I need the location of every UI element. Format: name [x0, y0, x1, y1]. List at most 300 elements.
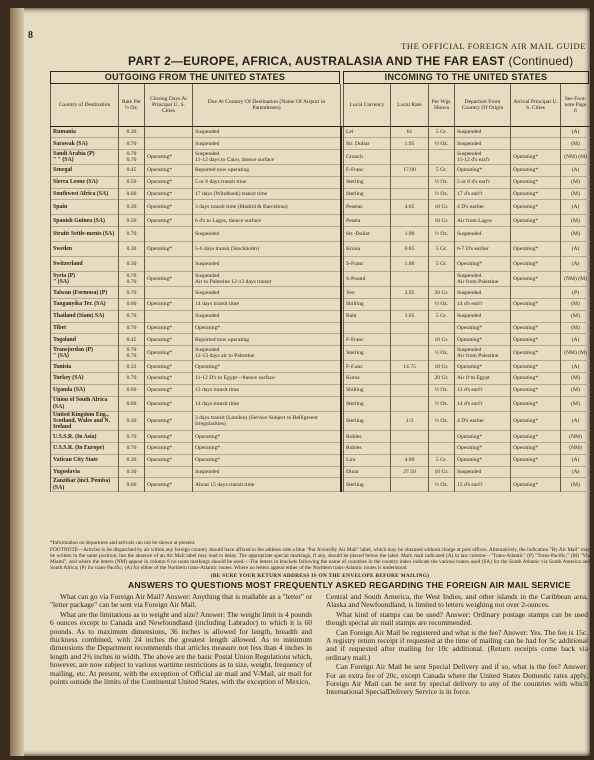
- cell-arrival: Operating*: [511, 257, 561, 272]
- table-row: [51, 227, 591, 242]
- cell-rate: 0.60: [119, 188, 145, 200]
- cell-due: Reported now operating: [193, 165, 341, 177]
- cell-rate: 0.70: [119, 431, 145, 443]
- cell-arrival: [511, 466, 561, 478]
- cell-local-rate: [391, 272, 429, 287]
- col-closing: Closing Days At Principal U. S. Cities: [145, 84, 193, 126]
- cell-local-rate: [391, 431, 429, 443]
- cell-weight: [429, 150, 455, 165]
- table-row: [51, 126, 591, 138]
- cell-rate: 0.70: [119, 373, 145, 385]
- cell-closing: Operating*: [145, 322, 193, 334]
- cell-closing: [145, 466, 193, 478]
- cell-arrival: Operating*: [511, 443, 561, 455]
- cell-currency: Str. Dollar: [344, 138, 391, 150]
- cell-closing: Operating*: [145, 176, 193, 188]
- cell-local-rate: [391, 443, 429, 455]
- cell-weight: 20 Gr.: [429, 373, 455, 385]
- cell-country: Sierra Leone (SA): [51, 176, 119, 188]
- cell-footnote: (NM) (M): [561, 346, 591, 361]
- cell-departure: Suspended 11-12 d's earl'r: [455, 150, 511, 165]
- table-row: [51, 138, 591, 150]
- cell-due: 14 days transit time: [193, 396, 341, 411]
- cell-country: Tanganyika Ter. (SA): [51, 299, 119, 311]
- cell-departure: 5 or 6 d's earl'r: [455, 176, 511, 188]
- cell-weight: 5 Gr.: [429, 165, 455, 177]
- cell-local-rate: 1.65: [391, 310, 429, 322]
- cell-due: Operating*: [193, 443, 341, 455]
- cell-country: Spanish Guinea (SA): [51, 215, 119, 227]
- cell-footnote: (A): [561, 165, 591, 177]
- cell-departure: Operating*: [455, 322, 511, 334]
- cell-closing: Operating*: [145, 188, 193, 200]
- cell-footnote: (A): [561, 242, 591, 257]
- cell-currency: S-Franc: [344, 257, 391, 272]
- cell-rate: 0.30: [119, 411, 145, 431]
- cell-currency: Shilling: [344, 384, 391, 396]
- cell-footnote: (A): [561, 411, 591, 431]
- title-continued: (Continued): [508, 54, 574, 68]
- running-head: THE OFFICIAL FOREIGN AIR MAIL GUIDE: [401, 41, 586, 51]
- table-row: [51, 396, 591, 411]
- cell-country: Straits Settle-ments (SA): [51, 227, 119, 242]
- cell-rate: 0.60: [119, 384, 145, 396]
- table-row: [51, 334, 591, 346]
- cell-due: 13 days transit time: [193, 384, 341, 396]
- cell-footnote: (M): [561, 322, 591, 334]
- cell-local-rate: 0.85: [391, 242, 429, 257]
- cell-due: 14 days transit time: [193, 299, 341, 311]
- cell-arrival: [511, 138, 561, 150]
- cell-due: Reported now operating: [193, 334, 341, 346]
- cell-closing: [145, 310, 193, 322]
- cell-currency: Yen: [344, 287, 391, 299]
- cell-rate: 0.70 0.70: [119, 150, 145, 165]
- cell-rate: 0.70 0.70: [119, 272, 145, 287]
- cell-departure: Suspended: [455, 287, 511, 299]
- cell-rate: 0.70: [119, 227, 145, 242]
- table-row: [51, 322, 591, 334]
- col-rate: Rate Per ½ Oz.: [119, 84, 145, 126]
- cell-departure: 6-7 D's earlier: [455, 242, 511, 257]
- cell-weight: [429, 322, 455, 334]
- cell-footnote: (M): [561, 138, 591, 150]
- table-row: [51, 384, 591, 396]
- cell-local-rate: 1/3: [391, 411, 429, 431]
- cell-closing: [145, 257, 193, 272]
- answers-right-column: [326, 593, 588, 698]
- cell-rate: 0.50: [119, 215, 145, 227]
- col-local-rate: Local Rate: [391, 84, 429, 126]
- cell-currency: Kurus: [344, 373, 391, 385]
- cell-arrival: Operating*: [511, 200, 561, 215]
- cell-country: Yugoslavia: [51, 466, 119, 478]
- cell-closing: Operating*: [145, 361, 193, 373]
- cell-weight: 10 Gr.: [429, 200, 455, 215]
- cell-due: Operating*: [193, 322, 341, 334]
- cell-local-rate: 4.00: [391, 454, 429, 466]
- cell-closing: Operating*: [145, 334, 193, 346]
- cell-closing: [145, 126, 193, 138]
- cell-departure: 4 D's earlier: [455, 411, 511, 431]
- cell-currency: [344, 322, 391, 334]
- cell-closing: [145, 287, 193, 299]
- cell-country: Taiwan (Formosa) (P): [51, 287, 119, 299]
- cell-footnote: (A): [561, 334, 591, 346]
- cell-country: Syria (P) " (SA): [51, 272, 119, 287]
- cell-due: Suspended: [193, 138, 341, 150]
- cell-departure: 14 d's earl'r: [455, 299, 511, 311]
- cell-due: 3 days transit time (Madrid & Barcelona): [193, 200, 341, 215]
- cell-rate: 0.70 0.70: [119, 346, 145, 361]
- incoming-header: INCOMING TO THE UNITED STATES: [343, 71, 589, 84]
- cell-country: Spain: [51, 200, 119, 215]
- page: [10, 8, 590, 756]
- cell-arrival: Operating*: [511, 431, 561, 443]
- answer-paragraph: Central and South America, the West Indies, and other islands in the Caribbean area, Alaska and Newfoundland, is limited to letters weighing not over 2-ounces.: [326, 592, 588, 610]
- cell-footnote: (A): [561, 257, 591, 272]
- cell-departure: Operating*: [455, 257, 511, 272]
- table-row: [51, 361, 591, 373]
- cell-arrival: Operating*: [511, 299, 561, 311]
- rates-table: [50, 84, 590, 492]
- cell-local-rate: 2.95: [391, 287, 429, 299]
- cell-weight: 10 Gr.: [429, 215, 455, 227]
- cell-due: Suspended 12-13 days air to Palestine: [193, 346, 341, 361]
- cell-country: Tunisia: [51, 361, 119, 373]
- table-row: [51, 346, 591, 361]
- cell-currency: Str.-Dollar: [344, 227, 391, 242]
- cell-country: Thailand (Siam) SA): [51, 310, 119, 322]
- cell-rate: 0.70: [119, 138, 145, 150]
- cell-weight: 5 Gr.: [429, 257, 455, 272]
- answer-paragraph: What are the limitations as to weight and size? Answer: The weight limit is 4 pounds 6 ounces except to Canada and Newfoundland (including Labrador) to which it is 60 pounds. As to maximum dimensions, 36 inches is allowed for length, breadth and thickness combined, with 24 inches the greatest length allowed. As to minimum dimensions the Department recommends that articles measure not less than 4 inches in length and 2¾ inches in width. The above are the basic Postal Union Regulations which, however, are now subject to various wartime restrictions as to size, weight, frequency of mailing, etc. At present, with the exception of Official air mail and V-Mail, air mail for points outside the limits of the Continental United States, with the exception of Mexico,: [50, 609, 312, 687]
- cell-currency: Baht: [344, 310, 391, 322]
- cell-closing: Operating*: [145, 478, 193, 491]
- cell-footnote: (M): [561, 310, 591, 322]
- table-row: [51, 287, 591, 299]
- cell-footnote: (M): [561, 215, 591, 227]
- cell-weight: ½ Oz.: [429, 384, 455, 396]
- cell-local-rate: [391, 322, 429, 334]
- cell-closing: Operating*: [145, 443, 193, 455]
- cell-due: Operating*: [193, 361, 341, 373]
- cell-rate: 0.70: [119, 322, 145, 334]
- cell-closing: Operating*: [145, 346, 193, 361]
- cell-rate: 0.50: [119, 176, 145, 188]
- cell-footnote: (M): [561, 227, 591, 242]
- page-number: 8: [28, 30, 33, 41]
- cell-country: Uganda (SA): [51, 384, 119, 396]
- cell-weight: ½ Oz.: [429, 396, 455, 411]
- table-row: [51, 478, 591, 491]
- cell-currency: Lira: [344, 454, 391, 466]
- cell-weight: [429, 272, 455, 287]
- cell-arrival: [511, 287, 561, 299]
- cell-departure: 17 d's earl'r: [455, 188, 511, 200]
- cell-rate: 0.60: [119, 299, 145, 311]
- cell-currency: Sterling: [344, 188, 391, 200]
- table-row: [51, 176, 591, 188]
- cell-footnote: (A): [561, 361, 591, 373]
- table-row: [51, 431, 591, 443]
- table-row: [51, 188, 591, 200]
- table-row: [51, 242, 591, 257]
- info-note: *Information on departures and arrivals can not be shown at present.: [50, 540, 196, 546]
- cell-currency: Sterling: [344, 478, 391, 491]
- cell-local-rate: 1.95: [391, 138, 429, 150]
- cell-arrival: Operating*: [511, 215, 561, 227]
- cell-country: Zanzibar (incl. Pemba)(SA): [51, 478, 119, 491]
- cell-due: 17 days (Windhoek) transit time: [193, 188, 341, 200]
- cell-rate: 0.33: [119, 361, 145, 373]
- return-address-note: (BE SURE YOUR RETURN ADDRESS IS ON THE ENVELOPE BEFORE MAILING): [210, 572, 430, 579]
- cell-arrival: Operating*: [511, 411, 561, 431]
- cell-country: Rumania: [51, 126, 119, 138]
- cell-due: Suspended: [193, 257, 341, 272]
- cell-arrival: Operating*: [511, 165, 561, 177]
- answer-paragraph: Can Foreign Air Mail be sent Special Delivery and if so, what is the fee? Answer: For an extra fee of 20c, except Canada where the United States Domestic rates apply, Foreign Air Mail can be sent by special delivery to any of the countries with which International SpecialDelivery Service is in force.: [326, 662, 588, 697]
- cell-arrival: Operating*: [511, 188, 561, 200]
- table-row: [51, 466, 591, 478]
- cell-closing: Operating*: [145, 242, 193, 257]
- cell-local-rate: [391, 334, 429, 346]
- cell-closing: [145, 138, 193, 150]
- cell-closing: Operating*: [145, 272, 193, 287]
- cell-currency: F-Franc: [344, 334, 391, 346]
- cell-country: Southwest Africa (SA): [51, 188, 119, 200]
- cell-currency: Krona: [344, 242, 391, 257]
- cell-weight: ½ Oz.: [429, 176, 455, 188]
- cell-currency: Grouch: [344, 150, 391, 165]
- cell-currency: Rubles: [344, 431, 391, 443]
- table-row: [51, 215, 591, 227]
- cell-arrival: Operating*: [511, 384, 561, 396]
- cell-weight: ½ Oz.: [429, 346, 455, 361]
- cell-local-rate: [391, 373, 429, 385]
- cell-departure: Suspended: [455, 138, 511, 150]
- cell-due: Suspended: [193, 466, 341, 478]
- cell-footnote: (M): [561, 188, 591, 200]
- cell-arrival: Operating*: [511, 361, 561, 373]
- cell-local-rate: [391, 384, 429, 396]
- cell-weight: 20 Gr.: [429, 287, 455, 299]
- cell-closing: Operating*: [145, 150, 193, 165]
- cell-local-rate: [391, 188, 429, 200]
- cell-closing: [145, 227, 193, 242]
- cell-rate: 0.30: [119, 257, 145, 272]
- cell-footnote: (M): [561, 299, 591, 311]
- cell-weight: 5 Gr.: [429, 310, 455, 322]
- cell-weight: 10 Gr.: [429, 361, 455, 373]
- cell-weight: ½ Oz.: [429, 299, 455, 311]
- cell-arrival: Operating*: [511, 176, 561, 188]
- cell-country: U.S.S.R. (In Europe): [51, 443, 119, 455]
- cell-local-rate: 27.50: [391, 466, 429, 478]
- cell-country: Togoland: [51, 334, 119, 346]
- cell-rate: 0.30: [119, 200, 145, 215]
- answer-paragraph: What can go via Foreign Air Mail? Answer: Anything that is mailable as a "letter" or "letter package" can be sent via Foreign Air Mail.: [50, 592, 312, 610]
- cell-arrival: [511, 126, 561, 138]
- cell-local-rate: [391, 176, 429, 188]
- cell-arrival: Operating*: [511, 346, 561, 361]
- cell-footnote: (NM) (M): [561, 272, 591, 287]
- title-main: PART 2—EUROPE, AFRICA, AUSTRALASIA AND THE FAR EAST: [128, 54, 505, 68]
- cell-country: United Kingdom Eng., Scotland, Wales and N. Ireland: [51, 411, 119, 431]
- cell-closing: Operating*: [145, 396, 193, 411]
- cell-local-rate: 1.00: [391, 257, 429, 272]
- cell-country: Sweden: [51, 242, 119, 257]
- table-row: [51, 150, 591, 165]
- cell-departure: Air from Lagos: [455, 215, 511, 227]
- cell-rate: 0.60: [119, 478, 145, 491]
- cell-due: Operating*: [193, 454, 341, 466]
- cell-rate: 0.45: [119, 165, 145, 177]
- cell-country: Union of South Africa (SA): [51, 396, 119, 411]
- cell-departure: 4 D's earlier: [455, 200, 511, 215]
- col-footnote: See Foot-note Page 6: [561, 84, 591, 126]
- cell-footnote: (A): [561, 200, 591, 215]
- cell-footnote: (A): [561, 466, 591, 478]
- table-row: [51, 373, 591, 385]
- cell-currency: Peseta: [344, 215, 391, 227]
- cell-weight: ½ Oz.: [429, 411, 455, 431]
- cell-closing: Operating*: [145, 384, 193, 396]
- cell-local-rate: [391, 346, 429, 361]
- cell-currency: Sterling: [344, 346, 391, 361]
- cell-closing: Operating*: [145, 215, 193, 227]
- table-row: [51, 454, 591, 466]
- cell-departure: Suspended: [455, 310, 511, 322]
- cell-country: Saudi Arabia (P) " " (SA): [51, 150, 119, 165]
- cell-rate: 0.45: [119, 334, 145, 346]
- cell-due: Suspended: [193, 287, 341, 299]
- cell-footnote: (P): [561, 287, 591, 299]
- cell-country: Switzerland: [51, 257, 119, 272]
- cell-weight: ½ Oz.: [429, 188, 455, 200]
- cell-currency: Dinar: [344, 466, 391, 478]
- cell-weight: ½ Oz.: [429, 138, 455, 150]
- answer-paragraph: What kind of stamps can be used? Answer: Ordinary postage stamps can be used though special air mail stamps are recommended.: [326, 609, 588, 628]
- cell-weight: ½ Oz.: [429, 227, 455, 242]
- cell-due: Suspended Air to Palestine 12-13 days transit: [193, 272, 341, 287]
- cell-country: Transjordan (P) " (SA): [51, 346, 119, 361]
- cell-footnote: (M): [561, 373, 591, 385]
- cell-due: 11-12 D's to Egypt—thence surface: [193, 373, 341, 385]
- cell-weight: 10 Gr.: [429, 466, 455, 478]
- table-row: [51, 299, 591, 311]
- col-currency: Local Currency: [344, 84, 391, 126]
- cell-departure: Operating*: [455, 334, 511, 346]
- cell-rate: 0.70: [119, 310, 145, 322]
- cell-footnote: (M): [561, 396, 591, 411]
- cell-country: U.S.S.R. (In Asia): [51, 431, 119, 443]
- cell-currency: Lei: [344, 126, 391, 138]
- cell-local-rate: [391, 396, 429, 411]
- cell-rate: 0.30: [119, 454, 145, 466]
- cell-departure: Operating*: [455, 454, 511, 466]
- cell-country: Senegal: [51, 165, 119, 177]
- answer-paragraph: Can Foreign Air Mail be registered and what is the fee? Answer: Yes. The fee is 15c. A registry return receipt if requested at the time of mailing can be had for 5c additional and if requested after mailing for 10c additional. (Return receipts come back via ordinary mail.): [326, 627, 588, 662]
- cell-currency: F-F.anc: [344, 361, 391, 373]
- cell-rate: 0.70: [119, 443, 145, 455]
- footnotes: [50, 541, 590, 580]
- cell-arrival: Operating*: [511, 322, 561, 334]
- cell-departure: 13 d's earl'r: [455, 384, 511, 396]
- cell-rate: 0.60: [119, 396, 145, 411]
- cell-local-rate: [391, 299, 429, 311]
- cell-footnote: (M): [561, 176, 591, 188]
- cell-currency: Sterling: [344, 396, 391, 411]
- cell-arrival: Operating*: [511, 242, 561, 257]
- cell-rate: 0.70: [119, 287, 145, 299]
- cell-local-rate: [391, 478, 429, 491]
- cell-currency: Pesetas: [344, 200, 391, 215]
- footnote-text: FOOTNOTE—Articles to be dispatched by air within any foreign country should have affixed to the address side a blue "Par Avion/By Air Mail" label, which may be obtained without charge at post offices. Alternatively, the indication "By Air Mail" may be written in the same position; but the absence of an Air Mail label may lead to delay. The appropriate special markings, if any, should be placed below the label. Mark mail indicated (A) in last column—"Trans-Atlantic" (P) "Trans-Pacific," (M) "Via Miami", and where the letters (NM) appear in column 8 no route markings should be used.—The letters in brackets following the name of countries in the country index indicate the various routes used (SA) for the South Atlantic via South America and South Africa; (P) for trans-Pacific; (A) for either of the Northern trans-Atlantic routes. Where no letters appear either of the Northern trans-Atlantic routes is understood.: [50, 546, 590, 571]
- cell-footnote: (NM) (M): [561, 150, 591, 165]
- cell-due: 3 days transit (London) (Service Subject to Belligerent Irregularities): [193, 411, 341, 431]
- col-weight: Per Wgt. Shown: [429, 84, 455, 126]
- cell-departure: 15 d's earl'r: [455, 478, 511, 491]
- cell-departure: Air fr'm Egypt: [455, 373, 511, 385]
- cell-footnote: (M): [561, 384, 591, 396]
- col-due: Due At Country Of Destination (Name Of Airport in Parentheses): [193, 84, 341, 126]
- cell-weight: [429, 443, 455, 455]
- cell-due: Operating*: [193, 431, 341, 443]
- table-row: [51, 272, 591, 287]
- cell-weight: 5 Gr.: [429, 126, 455, 138]
- cell-country: Sarawak (SA): [51, 138, 119, 150]
- cell-closing: Operating*: [145, 454, 193, 466]
- cell-country: Vatican City State: [51, 454, 119, 466]
- cell-due: Suspended: [193, 310, 341, 322]
- col-country: Country of Destination: [51, 84, 119, 126]
- cell-due: Suspended: [193, 227, 341, 242]
- cell-currency: Shilling: [344, 299, 391, 311]
- answers-heading: ANSWERS TO QUESTIONS MOST FREQUENTLY ASKED REGARDING THE FOREIGN AIR MAIL SERVICE: [128, 580, 571, 590]
- cell-country: Turkey (SA): [51, 373, 119, 385]
- cell-local-rate: 61: [391, 126, 429, 138]
- table-row: [51, 200, 591, 215]
- cell-footnote: (A): [561, 454, 591, 466]
- cell-currency: S-Pound: [344, 272, 391, 287]
- cell-due: 6 d's to Lagos, thence surface: [193, 215, 341, 227]
- cell-due: 5-6 days transit (Stockholm): [193, 242, 341, 257]
- cell-local-rate: [391, 215, 429, 227]
- cell-arrival: Operating*: [511, 334, 561, 346]
- cell-departure: Operating*: [455, 431, 511, 443]
- outgoing-header: OUTGOING FROM THE UNITED STATES: [50, 71, 340, 84]
- table-row: [51, 257, 591, 272]
- cell-weight: [429, 431, 455, 443]
- cell-local-rate: 17.00: [391, 165, 429, 177]
- cell-weight: ½ Oz.: [429, 478, 455, 491]
- cell-arrival: Operating*: [511, 478, 561, 491]
- cell-currency: Sterling: [344, 411, 391, 431]
- cell-arrival: [511, 310, 561, 322]
- cell-departure: Suspended: [455, 227, 511, 242]
- cell-weight: 5 Gr.: [429, 454, 455, 466]
- cell-currency: F-Franc: [344, 165, 391, 177]
- table-body: [51, 126, 591, 491]
- cell-local-rate: 4.65: [391, 200, 429, 215]
- answers-left-column: [50, 593, 312, 687]
- cell-local-rate: [391, 150, 429, 165]
- cell-footnote: (A): [561, 126, 591, 138]
- cell-closing: Operating*: [145, 165, 193, 177]
- cell-closing: Operating*: [145, 411, 193, 431]
- cell-departure: Suspended Air from Palestine: [455, 272, 511, 287]
